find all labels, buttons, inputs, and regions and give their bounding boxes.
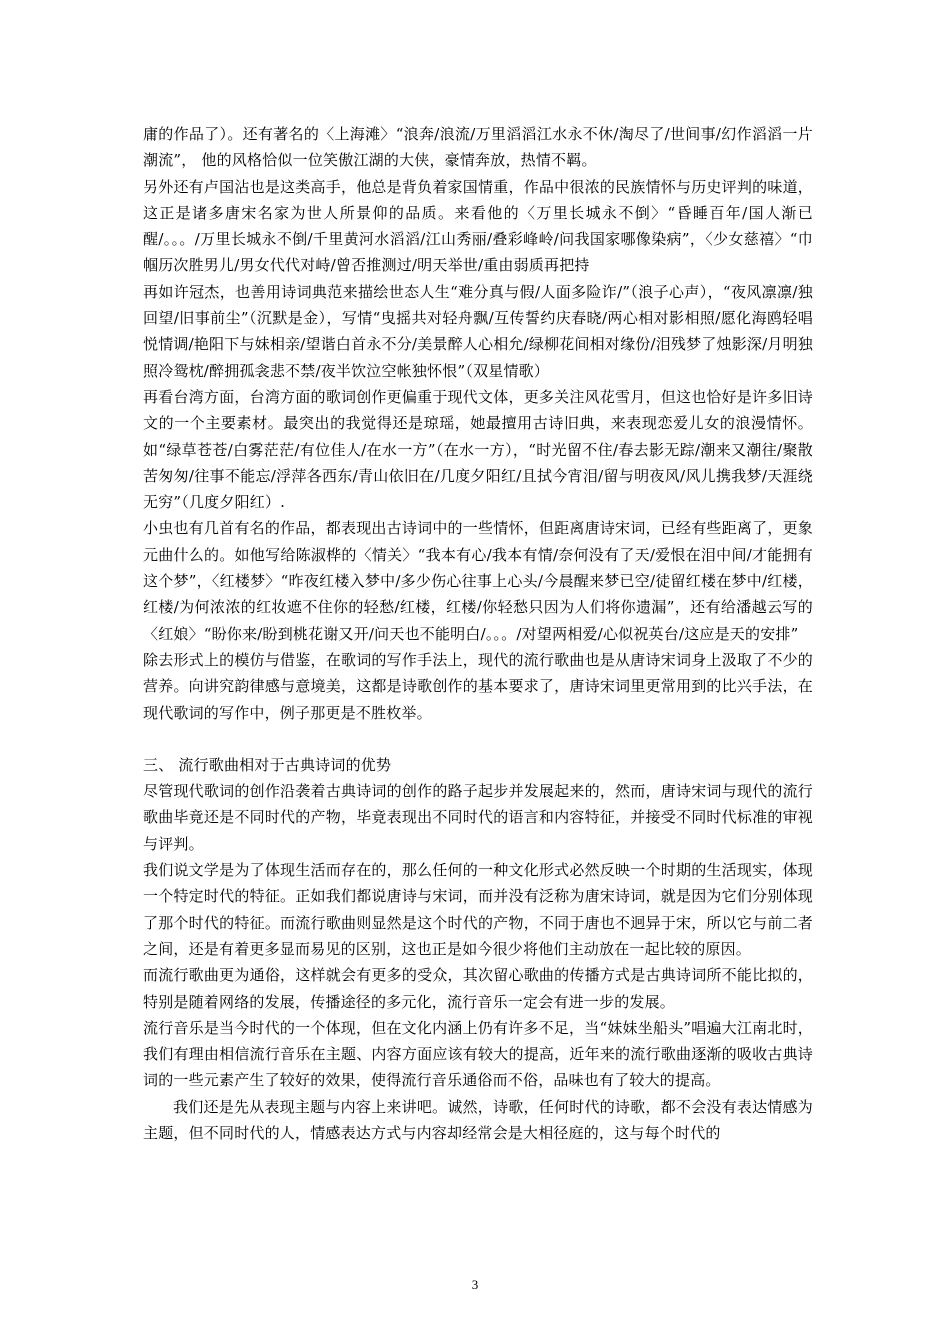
paragraph: 再看台湾方面，台湾方面的歌词创作更偏重于现代文体，更多关注风花雪月，但这也恰好是许多旧诗文的一个主要素材。最突出的我觉得还是琼瑶，她最擅用古诗旧典，来表现恋爱儿女的浪漫情怀。如“绿草苍苍/白雾茫茫/有位佳人/在水一方”（在水一方），“时光留不住/春去影无踪/潮来又潮往/聚散苦匆匆/往事不能忘/浮萍各西东/青山依旧在/几度夕阳红/且拭今宵泪/留与明夜风/风儿携我梦/天涯绕无穷”（几度夕阳红）. bbox=[143, 387, 813, 512]
paragraph: 我们说文学是为了体现生活而存在的，那么任何的一种文化形式必然反映一个时期的生活现实，体现一个特定时代的特征。正如我们都说唐诗与宋词，而并没有泛称为唐宋诗词，就是因为它们分别体现了那个时代的特征。而流行歌曲则显然是这个时代的产物，不同于唐也不迥异于宋，所以它与前二者之间，还是有着更多显而易见的区别，这也正是如今很少将他们主动放在一起比较的原因。 bbox=[143, 861, 813, 958]
paragraph: 再如许冠杰，也善用诗词典范来描绘世态人生“难分真与假/人面多险诈/”（浪子心声），“夜风凛凛/独回望/旧事前尘”（沉默是金），写情“曳摇共对轻舟飘/互传誓约庆春晓/两心相对影相照/愿化海鸥轻唱悦情调/艳阳下与妹相亲/望谐白首永不分/美景醉人心相允/绿柳花间相对缘份/泪残梦了烛影深/月明独照冷鸳枕/醉拥孤衾悲不禁/夜半饮泣空帐独怀恨”（双星情歌） bbox=[143, 282, 813, 380]
body-text bbox=[143, 121, 813, 1146]
paragraph: 而流行歌曲更为通俗，这样就会有更多的受众，其次留心歌曲的传播方式是古典诗词所不能比拟的，特别是随着网络的发展，传播途径的多元化，流行音乐一定会有进一步的发展。 bbox=[143, 966, 813, 1011]
section-heading: 三、 流行歌曲相对于古典诗词的优势 bbox=[143, 755, 392, 774]
paragraph: 尽管现代歌词的创作沿袭着古典诗词的创作的路子起步并发展起来的，然而，唐诗宋词与现代的流行歌曲毕竟还是不同时代的产物，毕竟表现出不同时代的语言和内容特征，并接受不同时代标准的审视与评判。 bbox=[143, 782, 813, 853]
paragraph: 庸的作品了）。还有著名的〈上海滩〉“浪奔/浪流/万里滔滔江水永不休/淘尽了/世间事/幻作滔滔一片潮流”， 他的风格恰似一位笑傲江湖的大侠，豪情奔放，热情不羁。 bbox=[143, 125, 813, 170]
paragraph: 我们还是先从表现主题与内容上来讲吧。诚然，诗歌，任何时代的诗歌，都不会没有表达情感为主题，但不同时代的人，情感表达方式与内容却经常会是大相径庭的，这与每个时代的 bbox=[143, 1097, 813, 1142]
paragraph: 除去形式上的模仿与借鉴，在歌词的写作手法上，现代的流行歌曲也是从唐诗宋词身上汲取了不少的营养。向讲究韵律感与意境美，这都是诗歌创作的基本要求了，唐诗宋词里更常用到的比兴手法，在现代歌词的写作中，例子那更是不胜枚举。 bbox=[143, 650, 813, 722]
paragraph: 另外还有卢国沾也是这类高手，他总是背负着家国情重，作品中很浓的民族情怀与历史评判的味道，这正是诸多唐宋名家为世人所景仰的品质。来看他的〈万里长城永不倒〉“昏睡百年/国人渐已醒/。。。/万里长城永不倒/千里黄河水滔滔/江山秀丽/叠彩峰岭/问我国家哪像染病”，〈少女慈禧〉“巾帼历次胜男儿/男女代代对峙/曾否推测过/明天举世/重由弱质再把持 bbox=[143, 177, 813, 275]
paragraph: 小虫也有几首有名的作品，都表现出古诗词中的一些情怀，但距离唐诗宋词，已经有些距离了，更象元曲什么的。如他写给陈淑桦的〈情关〉“我本有心/我本有情/奈何没有了天/爱恨在泪中间/才能拥有这个梦”，〈红楼梦〉“昨夜红楼入梦中/多少伤心往事上心头/今晨醒来梦已空/徒留红楼在梦中/红楼，红楼/为何浓浓的红妆遮不住你的轻愁/红楼，红楼/你轻愁只因为人们将你遗漏”，还有给潘越云写的〈红娘〉“盼你来/盼到桃花谢又开/问天也不能明白/。。。/对望两相爱/心似祝英台/这应是天的安排” bbox=[143, 519, 813, 643]
paragraph: 流行音乐是当今时代的一个体现，但在文化内涵上仍有许多不足，当“妹妹坐船头”唱遍大江南北时，我们有理由相信流行音乐在主题、内容方面应该有较大的提高，近年来的流行歌曲逐渐的吸收古典诗词的一些元素产生了较好的效果，使得流行音乐通俗而不俗，品味也有了较大的提高。 bbox=[143, 1018, 813, 1090]
blank-line bbox=[143, 726, 813, 752]
page-number: 3 bbox=[471, 1277, 479, 1292]
